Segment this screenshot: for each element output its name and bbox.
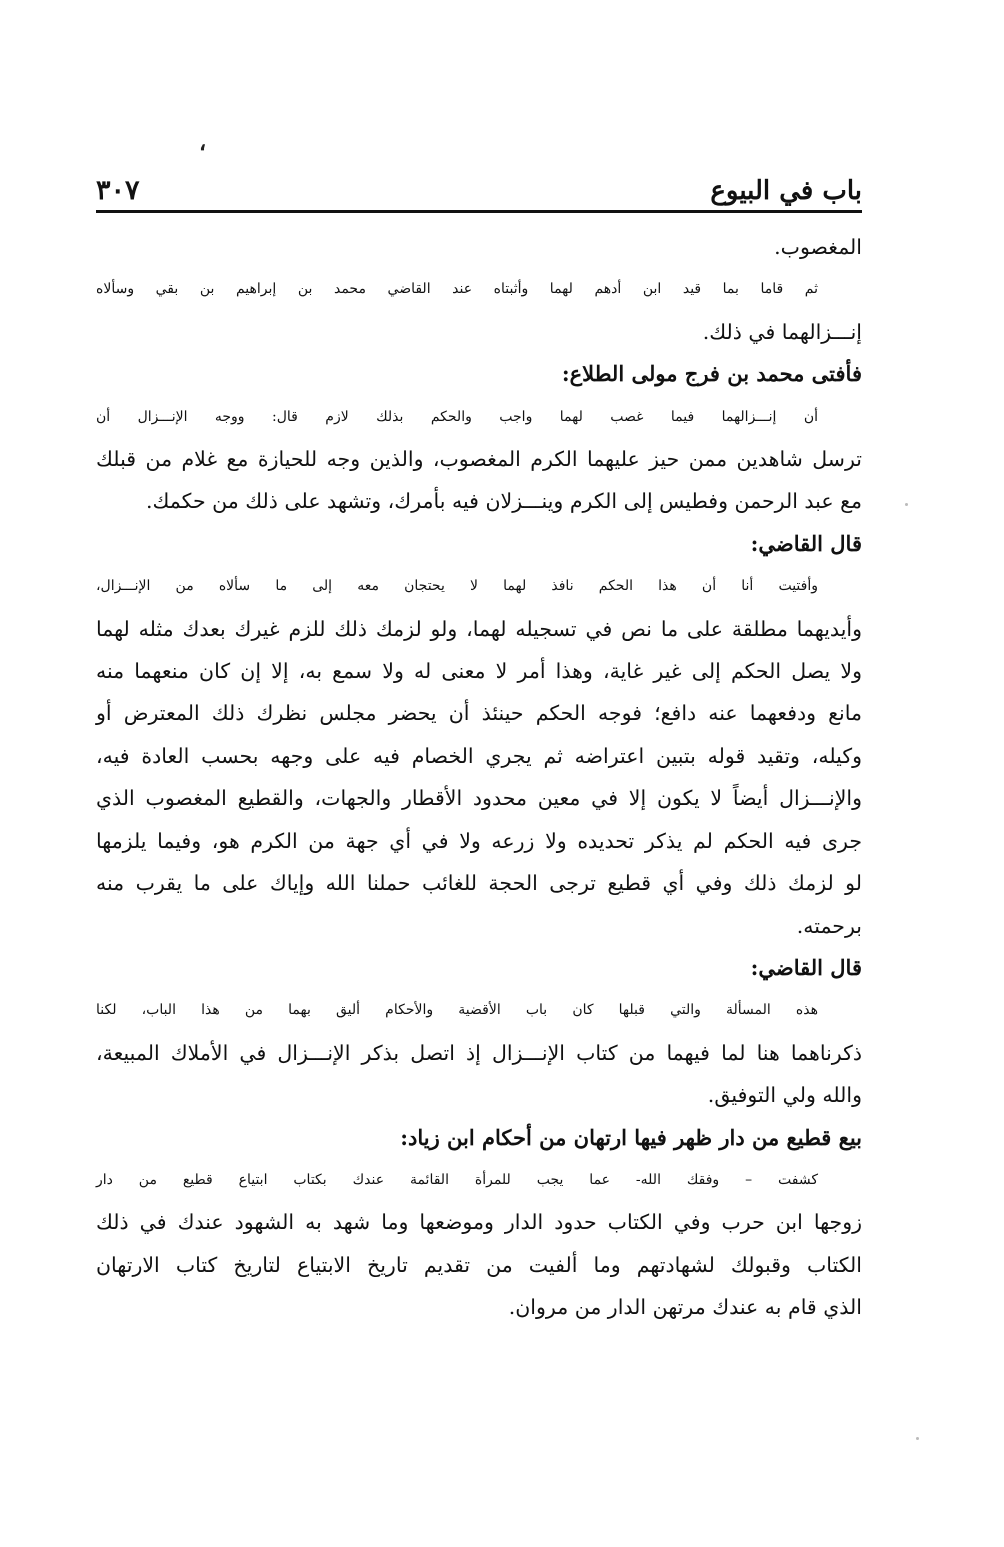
text-line: ثم قاما بما قيد ابن أدهم لهما وأثبتاه عند القاضي محمد بن إبراهيم بن بقي وسألاه: [96, 281, 818, 298]
text-line: وأيديهما مطلقة على ما نص في تسجيله لهما، ولو لزمك ذلك للزم غيرك بعدك مثله لهما: [96, 616, 862, 641]
text-line: هذه المسألة والتي قبلها كان باب الأقضية والأحكام أليق بهما من هذا الباب، لكنا: [96, 1002, 818, 1019]
text-line: ذكرناهما هنا لما فيهما من كتاب الإنـــزال إذ اتصل بذكر الإنـــزال في الأملاك المبيعة،: [96, 1040, 862, 1065]
text-line: المغصوب.: [774, 235, 862, 259]
page-header: [96, 158, 862, 213]
section-heading: بيع قطيع من دار ظهر فيها ارتهان من أحكام ابن زياد:: [400, 1124, 862, 1150]
text-line: ولا يصل الحكم إلى غير غاية، وهذا أمر لا معنى له ولا سمع به، إلا إن كان منعهما منه: [96, 659, 862, 684]
text-line: زوجها ابن حرب وفي الكتاب حدود الدار وموضعها وما شهد به الشهود عندك في ذلك: [96, 1210, 862, 1235]
text-line: وأفتيت أنا أن هذا الحكم نافذ لهما لا يحتجان معه إلى ما سألاه من الإنـــزال،: [96, 578, 818, 595]
text-line: أن إنـــزالهما فيما غصب لهما واجب والحكم بذلك لازم قال: ووجه الإنـــزال أن: [96, 408, 818, 425]
body-text: [96, 226, 862, 1329]
paragraph: [96, 226, 862, 268]
text-line: جرى فيه الحكم لم يذكر تحديده ولا زرعه ولا في أي جهة من الكرم هو، وفيما يلزمها: [96, 828, 862, 853]
text-line: الكتاب وقبولك لشهادتهم وما ألفيت من تقديم تاريخ الابتياع لتاريخ كتاب الارتهان: [96, 1252, 862, 1277]
speck-mark: [916, 1437, 919, 1440]
paragraph: [96, 1159, 862, 1329]
text-line: لو لزمك ذلك وفي أي قطيع ترجى الحجة للغائب حملنا الله وإياك على ما يقرب منه: [96, 871, 862, 896]
text-line: الذي قام به عندك مرتهن الدار من مروان.: [508, 1295, 862, 1320]
section-heading: فأفتى محمد بن فرج مولى الطلاع:: [561, 361, 862, 387]
paragraph: [96, 565, 862, 947]
text-line: مانع ودفعهما عنه دافع؛ فوجه الحكم حينئذ أن يحضر مجلس نظرك ذلك المعترض أو: [96, 701, 862, 726]
section-heading: قال القاضي:: [750, 954, 862, 980]
running-title: باب في البيوع: [710, 176, 862, 206]
text-line: مع عبد الرحمن وفطيس إلى الكرم وينـــزلان فيه بأمرك، وتشهد على ذلك من حكمك.: [146, 489, 862, 514]
text-line: إنـــزالهما في ذلك.: [702, 319, 862, 344]
paragraph: [96, 396, 862, 523]
paragraph: [96, 989, 862, 1116]
text-line: والله ولي التوفيق.: [707, 1083, 862, 1108]
speck-mark: [905, 503, 908, 506]
text-line: والإنـــزال أيضاً لا يكون إلا في معين محدود الأقطار والجهات، والقطيع المغصوب الذي: [96, 786, 862, 811]
text-line: ترسل شاهدين ممن حيز عليهما الكرم المغصوب، والذين وجه للحيازة مع غلام من قبلك: [96, 447, 862, 472]
text-line: وكيله، وتقيد قوله بتبين اعتراضه ثم يجري الخصام فيه على وجهه بحسب العادة فيه،: [96, 743, 862, 768]
text-line: برحمته.: [796, 913, 862, 938]
text-line: كشفت – وفقك الله- عما يجب للمرأة القائمة عندك بكتاب ابتياع قطيع من دار: [96, 1171, 818, 1188]
section-heading: قال القاضي:: [750, 530, 862, 556]
paragraph: [96, 268, 862, 353]
page-number: ٣٠٧: [96, 175, 140, 206]
stray-ink-mark: ،: [199, 130, 207, 156]
